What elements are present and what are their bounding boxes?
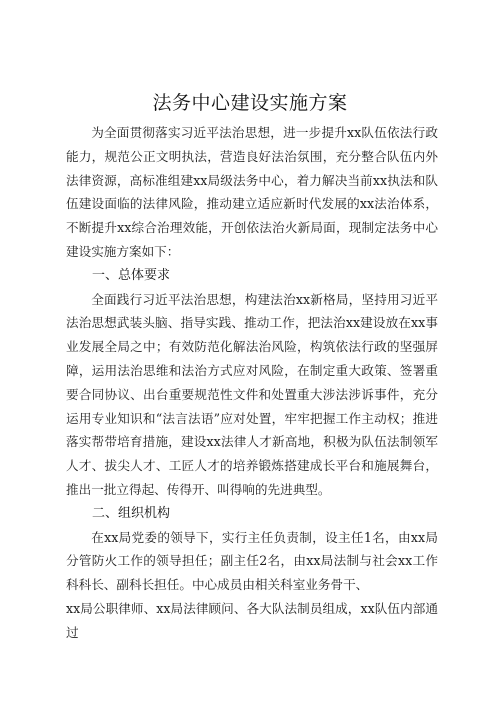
section-heading-general-requirements: 一、总体要求 (92, 267, 171, 283)
organization-paragraph-continued: xx局公职律师、xx局法律顾问、各大队法制员组成，xx队伍内部通过 (66, 600, 438, 640)
general-requirements-paragraph: 全面践行习近平法治思想，构建法治xx新格局，坚持用习近平法治思想武装头脑、指导实践、推动工作，把法治xx建设放在xx事业发展全局之中；有效防范化解法治风险，构筑依法行政的坚强屏障，运用法治思维和法治方式应对风险，在制定重大政策、签署重要合同协议、出台重要规范性文件和处置重大涉法涉诉事件，充分运用专业知识和“法言法语”应对处置，牢牢把握工作主动权；推进落实帮带培育措施，建设xx法律人才新高地，积极为队伍法制领军人才、拔尖人才、工匠人才的培养锻炼搭建成长平台和施展舞台，推出一批立得起、传得开、叫得响的先进典型。 (66, 291, 438, 497)
intro-paragraph: 为全面贯彻落实习近平法治思想，进一步提升xx队伍依法行政能力，规范公正文明执法，营造良好法治氛围，充分整合队伍内外法律资源，高标准组建xx局级法务中心，着力解决当前xx执法和队伍建设面临的法律风险，推动建立适应新时代发展的xx法治体系，不断提升xx综合治理效能，开创依法治火新局面，现制定法务中心建设实施方案如下： (66, 125, 438, 259)
document-title: 法务中心建设实施方案 (152, 92, 348, 114)
section-heading-organization: 二、组织机构 (92, 505, 171, 521)
organization-paragraph: 在xx局党委的领导下，实行主任负责制，设主任1名，由xx局分管防火工作的领导担任；副主任2名，由xx局法制与社会xx工作科科长、副科长担任。中心成员由相关科室业务骨干、 (66, 529, 438, 593)
document-body (66, 121, 438, 645)
